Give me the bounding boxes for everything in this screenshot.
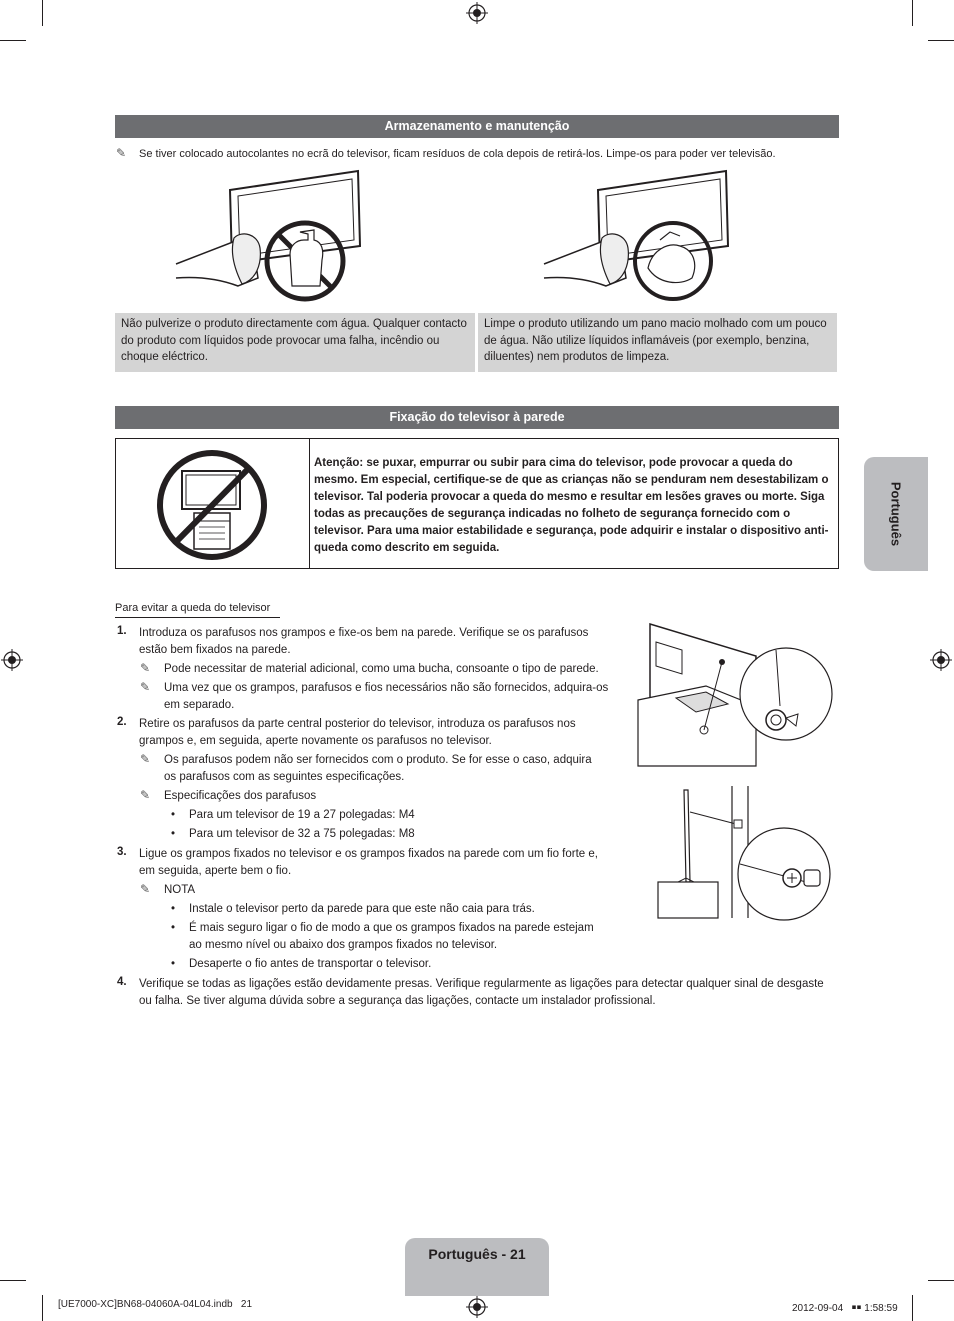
language-side-tab bbox=[864, 457, 928, 571]
tv-cleaning-cloth-illustration bbox=[540, 168, 740, 303]
step-number: 3. bbox=[117, 846, 127, 858]
step-2-text: Retire os parafusos da parte central posterior do televisor, introduza os parafusos nos grampos e, em seguida, aperte novamente os parafusos no televisor. bbox=[139, 718, 576, 747]
warning-box bbox=[115, 438, 839, 569]
step-4-text: Verifique se todas as ligações estão devidamente presas. Verifique regularmente as ligações para detectar qualquer sinal de desgaste ou falha. Se tiver alguma dúvida sobre a segurança das ligações, contacte um instalador profissional. bbox=[139, 978, 824, 1007]
bullet-icon: • bbox=[171, 903, 176, 915]
step-3-text: Ligue os grampos fixados no televisor e os grampos fixados na parede com um fio forte e, em seguida, aperte bem o fio. bbox=[139, 848, 598, 877]
page-number-label: Português - 21 bbox=[428, 1246, 526, 1262]
registration-mark-icon bbox=[930, 649, 952, 671]
crop-mark bbox=[928, 1280, 954, 1281]
spec-item: Para um televisor de 32 a 75 polegadas: M8 bbox=[189, 828, 415, 840]
section-header-wall-mount: Fixação do televisor à parede bbox=[115, 406, 839, 429]
tv-wall-wire-illustration bbox=[656, 786, 836, 921]
nota-item: Instale o televisor perto da parede para que este não caia para trás. bbox=[189, 903, 535, 915]
warning-divider bbox=[309, 439, 310, 568]
caption-do-not-spray: Não pulverize o produto directamente com água. Qualquer contacto do produto com líquidos pode provocar uma falha, incêndio ou choque eléctrico. bbox=[115, 313, 475, 372]
crop-mark bbox=[912, 0, 913, 26]
subsection-underline bbox=[115, 617, 280, 618]
subsection-title: Para evitar a queda do televisor bbox=[115, 602, 271, 614]
step-1-note-1: Pode necessitar de material adicional, como uma bucha, consoante o tipo de parede. bbox=[164, 663, 599, 675]
spec-item: Para um televisor de 19 a 27 polegadas: M4 bbox=[189, 809, 415, 821]
step-number: 4. bbox=[117, 976, 127, 988]
pencil-note-icon: ✎ bbox=[116, 146, 127, 160]
registration-mark-icon bbox=[466, 2, 488, 24]
crop-mark bbox=[0, 1280, 26, 1281]
storage-note: Se tiver colocado autocolantes no ecrã do televisor, ficam resíduos de cola depois de retirá-los. Limpe-os para poder ver televisão. bbox=[139, 148, 776, 160]
crop-mark bbox=[912, 1295, 913, 1321]
registration-mark-icon bbox=[466, 1296, 488, 1318]
warning-text: Atenção: se puxar, empurrar ou subir para cima do televisor, pode provocar a queda do mesmo. Em especial, certifique-se de que as crianças não se penduram nem desestabilizam o televisor. Tal poderia provocar a queda do mesmo e resultar em lesões graves ou morte. Siga todas as precauções de segurança indicadas no folheto de segurança fornecido com o televisor. Para uma maior estabilidade e segurança, pode adquirir e instalar o dispositivo anti-queda como descrito em seguida. bbox=[314, 457, 829, 554]
bullet-icon: • bbox=[171, 809, 176, 821]
caption-clean-with-cloth: Limpe o produto utilizando um pano macio molhado com um pouco de água. Não utilize líquidos inflamáveis (por exemplo, benzina, diluentes) nem produtos de limpeza. bbox=[478, 313, 837, 372]
registration-mark-icon bbox=[1, 649, 23, 671]
bullet-icon: • bbox=[171, 922, 176, 934]
step-2-note-1: Os parafusos podem não ser fornecidos com o produto. Se for esse o caso, adquira os parafusos com as seguintes especificações. bbox=[164, 754, 592, 783]
crop-mark bbox=[42, 1295, 43, 1321]
language-side-tab-label: Português bbox=[888, 481, 904, 547]
tv-back-clamp-illustration bbox=[636, 622, 836, 770]
pencil-note-icon: ✎ bbox=[140, 752, 151, 766]
step-2-note-2: Especificações dos parafusos bbox=[164, 790, 317, 802]
child-climbing-prohibited-icon bbox=[154, 449, 270, 561]
crop-mark bbox=[42, 0, 43, 26]
page-number-tab bbox=[405, 1238, 549, 1296]
step-1-text: Introduza os parafusos nos grampos e fixe-os bem na parede. Verifique se os parafusos estão bem fixados na parede. bbox=[139, 627, 589, 656]
pencil-note-icon: ✎ bbox=[140, 788, 151, 802]
tv-spray-prohibited-illustration bbox=[172, 168, 372, 303]
pencil-note-icon: ✎ bbox=[140, 680, 151, 694]
step-3-note-label: NOTA bbox=[164, 884, 196, 896]
print-date-info: 2012-09-04 ￭￭ 1:58:59 bbox=[792, 1303, 898, 1314]
step-1-note-2: Uma vez que os grampos, parafusos e fios necessários não são fornecidos, adquira-os em separado. bbox=[164, 682, 609, 711]
step-number: 2. bbox=[117, 716, 127, 728]
step-number: 1. bbox=[117, 625, 127, 637]
print-file-info: [UE7000-XC]BN68-04060A-04L04.indb 21 bbox=[58, 1299, 253, 1310]
nota-item: Desaperte o fio antes de transportar o televisor. bbox=[189, 958, 432, 970]
bullet-icon: • bbox=[171, 958, 176, 970]
nota-item: É mais seguro ligar o fio de modo a que os grampos fixados na parede estejam ao mesmo nível ou abaixo dos grampos fixados no televisor. bbox=[189, 922, 594, 951]
crop-mark bbox=[928, 40, 954, 41]
section-header-storage: Armazenamento e manutenção bbox=[115, 115, 839, 138]
bullet-icon: • bbox=[171, 828, 176, 840]
pencil-note-icon: ✎ bbox=[140, 661, 151, 675]
pencil-note-icon: ✎ bbox=[140, 882, 151, 896]
crop-mark bbox=[0, 40, 26, 41]
